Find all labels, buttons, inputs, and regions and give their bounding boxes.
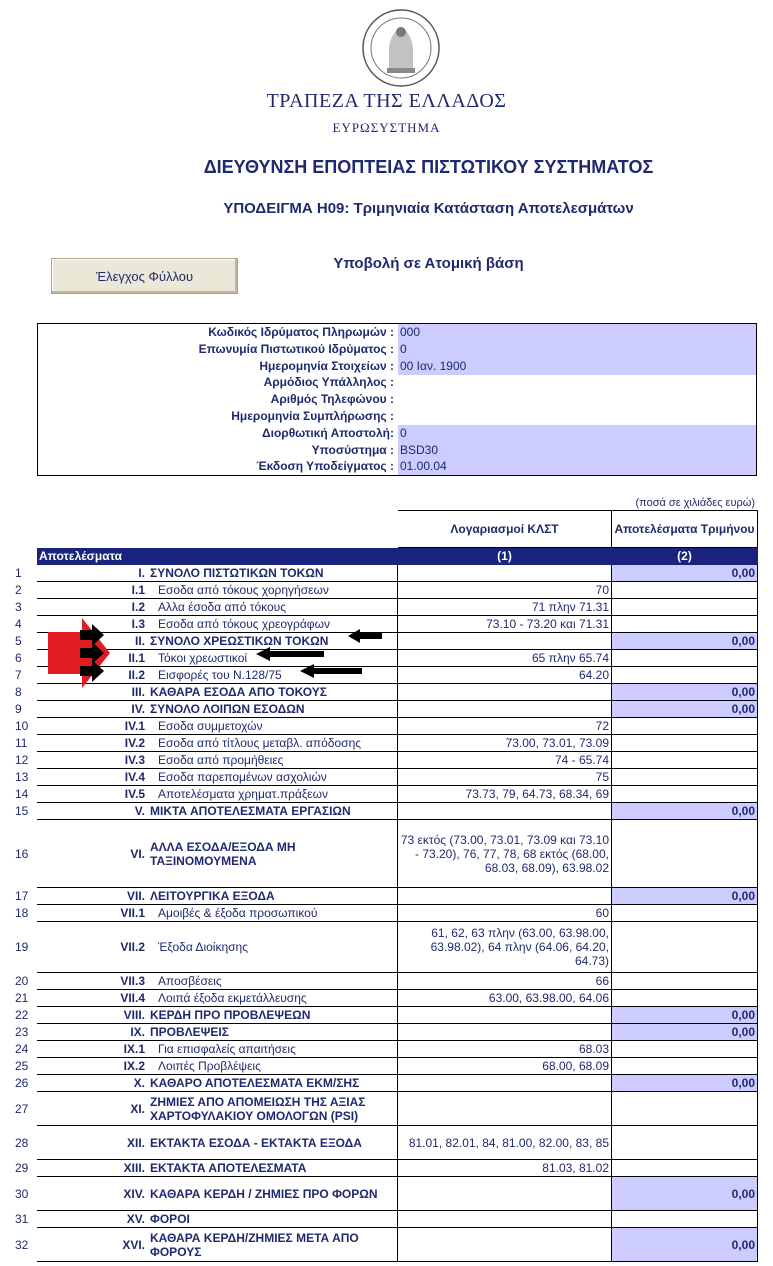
table-row bbox=[11, 565, 758, 582]
row-accounts bbox=[398, 701, 612, 718]
row-code: I.1 bbox=[37, 582, 148, 599]
row-result-cell[interactable] bbox=[612, 990, 758, 1007]
row-result-cell[interactable] bbox=[612, 1126, 758, 1160]
row-description: ΚΑΘΑΡΟ ΑΠΟΤΕΛΕΣΜΑΤΑ ΕΚΜ/ΣΗΣ bbox=[148, 1075, 398, 1092]
directorate-title: ΔΙΕΥΘΥΝΣΗ ΕΠΟΠΤΕΙΑΣ ΠΙΣΤΩΤΙΚΟΥ ΣΥΣΤΗΜΑΤΟΣ bbox=[203, 157, 654, 177]
row-result-cell[interactable] bbox=[612, 786, 758, 803]
row-number: 7 bbox=[15, 668, 22, 682]
band-col2: (2) bbox=[612, 548, 758, 565]
row-accounts: 75 bbox=[398, 769, 612, 786]
table-row bbox=[11, 1228, 758, 1262]
black-left-arrow-icon bbox=[256, 647, 324, 661]
row-number: 9 bbox=[15, 702, 22, 716]
row-result-cell[interactable] bbox=[612, 1058, 758, 1075]
row-code: IV.2 bbox=[37, 735, 148, 752]
row-number: 24 bbox=[15, 1042, 29, 1056]
units-note: (ποσά σε χιλιάδες ευρώ) bbox=[635, 497, 755, 509]
row-code: IV.5 bbox=[37, 786, 148, 803]
row-code: XV. bbox=[37, 1211, 148, 1228]
row-code: VIII. bbox=[37, 1007, 148, 1024]
row-accounts: 73.73, 79, 64.73, 68.34, 69 bbox=[398, 786, 612, 803]
row-description: ΜΙΚΤΑ ΑΠΟΤΕΛΕΣΜΑΤΑ ΕΡΓΑΣΙΩΝ bbox=[148, 803, 398, 820]
row-accounts bbox=[398, 1075, 612, 1092]
info-value-field[interactable] bbox=[398, 408, 756, 425]
black-left-arrow-icon bbox=[300, 664, 362, 678]
info-row bbox=[38, 341, 756, 358]
row-accounts: 73.00, 73.01, 73.09 bbox=[398, 735, 612, 752]
row-result-cell[interactable]: 0,00 bbox=[612, 684, 758, 701]
row-number: 5 bbox=[15, 634, 22, 648]
row-number: 20 bbox=[15, 974, 29, 988]
row-code: II.1 bbox=[37, 650, 148, 667]
row-description: Έξοδα Διοίκησης bbox=[148, 922, 398, 973]
table-row bbox=[11, 667, 758, 684]
row-number: 2 bbox=[15, 583, 22, 597]
table-row bbox=[11, 1007, 758, 1024]
row-accounts bbox=[398, 803, 612, 820]
table-row bbox=[11, 752, 758, 769]
template-title: ΥΠΟΔΕΙΓΜΑ Η09: Τριμηνιαία Κατάσταση Αποτελεσμάτων bbox=[223, 200, 634, 217]
info-label: Επωνυμία Πιστωτικού Ιδρύματος : bbox=[198, 341, 394, 356]
info-label: Κωδικός Ιδρύματος Πληρωμών : bbox=[208, 325, 394, 339]
bank-name: ΤΡΑΠΕΖΑ ΤΗΣ ΕΛΛΑΔΟΣ bbox=[266, 90, 507, 112]
info-value-field[interactable]: 01.00.04 bbox=[398, 458, 756, 475]
row-description: Λοιπές Προβλέψεις bbox=[148, 1058, 398, 1075]
row-number: 8 bbox=[15, 685, 22, 699]
row-code: II. bbox=[37, 633, 148, 650]
row-description: ΚΑΘΑΡΑ ΕΣΟΔΑ ΑΠΟ ΤΟΚΟΥΣ bbox=[148, 684, 398, 701]
row-description: Εσοδα από τόκους χορηγήσεων bbox=[148, 582, 398, 599]
row-code: XVI. bbox=[37, 1228, 148, 1262]
row-accounts bbox=[398, 1211, 612, 1228]
row-code: IV.1 bbox=[37, 718, 148, 735]
row-description: Εσοδα συμμετοχών bbox=[148, 718, 398, 735]
table-row bbox=[11, 1075, 758, 1092]
row-code: IX.2 bbox=[37, 1058, 148, 1075]
row-description: ΚΕΡΔΗ ΠΡΟ ΠΡΟΒΛΕΨΕΩΝ bbox=[148, 1007, 398, 1024]
info-label: Έκδοση Υποδείγματος : bbox=[256, 459, 394, 474]
row-accounts: 66 bbox=[398, 973, 612, 990]
row-accounts: 68.03 bbox=[398, 1041, 612, 1058]
row-result-cell[interactable] bbox=[612, 752, 758, 769]
row-result-cell[interactable] bbox=[612, 667, 758, 684]
info-label: Αριθμός Τηλεφώνου : bbox=[270, 392, 394, 407]
row-description: Αποτελέσματα χρηματ.πράξεων bbox=[148, 786, 398, 803]
row-number: 32 bbox=[15, 1237, 29, 1252]
row-number: 10 bbox=[15, 719, 29, 733]
row-description: ΖΗΜΙΕΣ ΑΠΟ ΑΠΟΜΕΙΩΣΗ ΤΗΣ ΑΞΙΑΣ ΧΑΡΤΟΦΥΛΑΚΙΟΥ ΟΜΟΛΟΓΩΝ (PSI) bbox=[148, 1092, 398, 1126]
row-description: Εσοδα από τίτλους μεταβλ. απόδοσης bbox=[148, 735, 398, 752]
table-row bbox=[11, 922, 758, 973]
row-number: 31 bbox=[15, 1212, 29, 1226]
row-accounts: 64.20 bbox=[398, 667, 612, 684]
row-accounts: 73.10 - 73.20 και 71.31 bbox=[398, 616, 612, 633]
row-result-cell[interactable] bbox=[612, 718, 758, 735]
row-accounts: 65 πλην 65.74 bbox=[398, 650, 612, 667]
table-row bbox=[11, 599, 758, 616]
row-code: I.2 bbox=[37, 599, 148, 616]
bank-seal-logo bbox=[359, 8, 443, 88]
row-number: 27 bbox=[15, 1101, 29, 1116]
row-number: 13 bbox=[15, 770, 29, 784]
table-row bbox=[11, 905, 758, 922]
row-description: Αλλα έσοδα από τόκους bbox=[148, 599, 398, 616]
info-row bbox=[38, 358, 756, 375]
row-description: Αποσβέσεις bbox=[148, 973, 398, 990]
row-number: 15 bbox=[15, 804, 29, 818]
row-result-cell[interactable] bbox=[612, 1211, 758, 1228]
row-result-cell[interactable] bbox=[612, 582, 758, 599]
table-row bbox=[11, 633, 758, 650]
row-result-cell[interactable]: 0,00 bbox=[612, 1007, 758, 1024]
row-result-cell[interactable] bbox=[612, 1092, 758, 1126]
row-accounts: 81.03, 81.02 bbox=[398, 1160, 612, 1177]
table-row bbox=[11, 1211, 758, 1228]
row-description: ΣΥΝΟΛΟ ΛΟΙΠΩΝ ΕΣΟΔΩΝ bbox=[148, 701, 398, 718]
row-accounts bbox=[398, 1007, 612, 1024]
row-code: VII.2 bbox=[37, 922, 148, 973]
row-code: XIII. bbox=[37, 1160, 148, 1177]
row-description: ΚΑΘΑΡΑ ΚΕΡΔΗ / ΖΗΜΙΕΣ ΠΡΟ ΦΟΡΩΝ bbox=[148, 1177, 398, 1211]
table-row bbox=[11, 1160, 758, 1177]
row-accounts bbox=[398, 633, 612, 650]
row-code: V. bbox=[37, 803, 148, 820]
row-code: IV. bbox=[37, 701, 148, 718]
row-code: VII.3 bbox=[37, 973, 148, 990]
row-accounts bbox=[398, 1092, 612, 1126]
row-number: 26 bbox=[15, 1076, 29, 1090]
row-code: XI. bbox=[37, 1092, 148, 1126]
row-description: ΕΚΤΑΚΤΑ ΕΣΟΔΑ - ΕΚΤΑΚΤΑ ΕΞΟΔΑ bbox=[148, 1126, 398, 1160]
row-accounts: 73 εκτός (73.00, 73.01, 73.09 και 73.10 - 73.20), 76, 77, 78, 68 εκτός (68.00, 68.03, 68.09), 63.98.02 bbox=[398, 820, 612, 888]
info-label: Υποσύστημα : bbox=[311, 442, 394, 457]
table-row bbox=[11, 990, 758, 1007]
band-label: Αποτελέσματα bbox=[37, 548, 398, 565]
row-result-cell[interactable] bbox=[612, 922, 758, 973]
row-result-cell[interactable] bbox=[612, 735, 758, 752]
row-result-cell[interactable]: 0,00 bbox=[612, 803, 758, 820]
info-value-field[interactable]: 0 bbox=[398, 341, 756, 358]
row-description: Λοιπά έξοδα εκμετάλλευσης bbox=[148, 990, 398, 1007]
info-label: Αρμόδιος Υπάλληλος : bbox=[263, 375, 394, 390]
row-accounts bbox=[398, 684, 612, 701]
row-code: VI. bbox=[37, 820, 148, 888]
table-row bbox=[11, 1177, 758, 1211]
row-result-cell[interactable]: 0,00 bbox=[612, 1228, 758, 1262]
row-code: IV.3 bbox=[37, 752, 148, 769]
row-code: IX. bbox=[37, 1024, 148, 1041]
row-description: ΠΡΟΒΛΕΨΕΙΣ bbox=[148, 1024, 398, 1041]
row-number: 30 bbox=[15, 1186, 29, 1201]
table-row bbox=[11, 803, 758, 820]
row-result-cell[interactable] bbox=[612, 1160, 758, 1177]
row-result-cell[interactable]: 0,00 bbox=[612, 1177, 758, 1211]
row-code: XIV. bbox=[37, 1177, 148, 1211]
row-accounts: 74 - 65.74 bbox=[398, 752, 612, 769]
header-accounts: Λογαριασμοί ΚΛΣΤ bbox=[398, 511, 612, 548]
row-description: ΛΕΙΤΟΥΡΓΙΚΑ ΕΞΟΔΑ bbox=[148, 888, 398, 905]
row-code: X. bbox=[37, 1075, 148, 1092]
row-number: 3 bbox=[15, 600, 22, 614]
table-row bbox=[11, 1126, 758, 1160]
table-row bbox=[11, 1024, 758, 1041]
row-code: I.3 bbox=[37, 616, 148, 633]
info-label: Ημερομηνία Συμπλήρωσης : bbox=[231, 409, 394, 423]
table-row bbox=[11, 684, 758, 701]
row-code: XII. bbox=[37, 1126, 148, 1160]
info-value-field[interactable]: BSD30 bbox=[398, 442, 756, 459]
row-accounts: 63.00, 63.98.00, 64.06 bbox=[398, 990, 612, 1007]
info-row bbox=[38, 408, 756, 425]
row-description: Για επισφαλείς απαιτήσεις bbox=[148, 1041, 398, 1058]
eurosystem-label: ΕΥΡΩΣΥΣΤΗΜΑ bbox=[332, 120, 441, 135]
institution-info-box bbox=[37, 323, 757, 476]
info-label: Διορθωτική Αποστολή: bbox=[261, 425, 394, 440]
table-row bbox=[11, 769, 758, 786]
row-code: II.2 bbox=[37, 667, 148, 684]
table-band-row bbox=[11, 548, 758, 565]
row-code: VII. bbox=[37, 888, 148, 905]
table-row bbox=[11, 888, 758, 905]
row-number: 29 bbox=[15, 1161, 29, 1175]
row-code: IV.4 bbox=[37, 769, 148, 786]
row-accounts bbox=[398, 888, 612, 905]
row-result-cell[interactable] bbox=[612, 973, 758, 990]
table-row bbox=[11, 973, 758, 990]
table-row bbox=[11, 1041, 758, 1058]
row-number: 4 bbox=[15, 617, 22, 631]
row-number: 6 bbox=[15, 651, 22, 665]
row-accounts: 72 bbox=[398, 718, 612, 735]
row-number: 1 bbox=[15, 566, 22, 580]
black-left-arrow-icon bbox=[348, 629, 382, 643]
row-accounts: 70 bbox=[398, 582, 612, 599]
info-row bbox=[38, 391, 756, 408]
row-result-cell[interactable]: 0,00 bbox=[612, 888, 758, 905]
row-description: ΚΑΘΑΡΑ ΚΕΡΔΗ/ΖΗΜΙΕΣ ΜΕΤΑ ΑΠΟ ΦΟΡΟΥΣ bbox=[148, 1228, 398, 1262]
row-result-cell[interactable] bbox=[612, 616, 758, 633]
row-accounts: 60 bbox=[398, 905, 612, 922]
row-result-cell[interactable]: 0,00 bbox=[612, 1024, 758, 1041]
info-row bbox=[38, 324, 756, 341]
info-value-field[interactable]: 00 Ιαν. 1900 bbox=[398, 358, 756, 375]
row-number: 21 bbox=[15, 991, 29, 1005]
row-result-cell[interactable] bbox=[612, 905, 758, 922]
table-header-row bbox=[11, 511, 758, 548]
row-description: Εσοδα από τόκους χρεογράφων bbox=[148, 616, 398, 633]
row-description: ΕΚΤΑΚΤΑ ΑΠΟΤΕΛΕΣΜΑΤΑ bbox=[148, 1160, 398, 1177]
row-description: Αμοιβές & έξοδα προσωπικού bbox=[148, 905, 398, 922]
row-accounts bbox=[398, 565, 612, 582]
row-number: 14 bbox=[15, 787, 29, 801]
row-result-cell[interactable] bbox=[612, 650, 758, 667]
row-result-cell[interactable] bbox=[612, 769, 758, 786]
row-number: 23 bbox=[15, 1025, 29, 1039]
row-result-cell[interactable] bbox=[612, 820, 758, 888]
row-code: VII.1 bbox=[37, 905, 148, 922]
info-value-field[interactable]: 000 bbox=[398, 324, 756, 341]
row-number: 11 bbox=[15, 736, 28, 750]
row-result-cell[interactable]: 0,00 bbox=[612, 701, 758, 718]
row-description: ΣΥΝΟΛΟ ΧΡΕΩΣΤΙΚΩΝ ΤΟΚΩΝ bbox=[148, 633, 398, 650]
row-accounts bbox=[398, 1177, 612, 1211]
row-code: III. bbox=[37, 684, 148, 701]
row-accounts: 61, 62, 63 πλην (63.00, 63.98.00, 63.98.02), 64 πλην (64.06, 64.20, 64.73) bbox=[398, 922, 612, 973]
row-number: 18 bbox=[15, 906, 29, 920]
row-accounts: 81.01, 82.01, 84, 81.00, 82.00, 83, 85 bbox=[398, 1126, 612, 1160]
info-row bbox=[38, 458, 756, 475]
row-description: ΦΟΡΟΙ bbox=[148, 1211, 398, 1228]
red-arrow-icon bbox=[48, 618, 110, 688]
row-result-cell[interactable] bbox=[612, 599, 758, 616]
row-number: 28 bbox=[15, 1135, 29, 1150]
info-label: Ημερομηνία Στοιχείων : bbox=[259, 358, 394, 373]
info-row bbox=[38, 374, 756, 391]
table-row bbox=[11, 616, 758, 633]
table-row bbox=[11, 650, 758, 667]
info-value-field[interactable] bbox=[398, 391, 756, 408]
row-description: ΣΥΝΟΛΟ ΠΙΣΤΩΤΙΚΩΝ ΤΟΚΩΝ bbox=[148, 565, 398, 582]
info-value-field[interactable] bbox=[398, 374, 756, 391]
row-accounts: 71 πλην 71.31 bbox=[398, 599, 612, 616]
row-number: 22 bbox=[15, 1008, 29, 1022]
row-number: 16 bbox=[15, 846, 29, 861]
table-row bbox=[11, 582, 758, 599]
results-table bbox=[10, 510, 758, 1262]
table-row bbox=[11, 701, 758, 718]
submission-basis: Υποβολή σε Ατομική βάση bbox=[333, 255, 524, 272]
row-description: Εισφορές του Ν.128/75 bbox=[148, 667, 398, 684]
check-sheet-button[interactable]: Έλεγχος Φύλλου bbox=[51, 258, 238, 294]
row-code: IX.1 bbox=[37, 1041, 148, 1058]
row-code: I. bbox=[37, 565, 148, 582]
table-row bbox=[11, 820, 758, 888]
table-row bbox=[11, 735, 758, 752]
table-row bbox=[11, 1092, 758, 1126]
row-description: Τόκοι χρεωστικοί bbox=[148, 650, 398, 667]
row-accounts bbox=[398, 1228, 612, 1262]
row-number: 25 bbox=[15, 1059, 29, 1073]
row-accounts: 68.00, 68.09 bbox=[398, 1058, 612, 1075]
row-number: 17 bbox=[15, 889, 29, 903]
table-row bbox=[11, 718, 758, 735]
table-row bbox=[11, 1058, 758, 1075]
row-result-cell[interactable]: 0,00 bbox=[612, 633, 758, 650]
row-number: 12 bbox=[15, 753, 29, 767]
row-description: Εσοδα από προμήθειες bbox=[148, 752, 398, 769]
row-number: 19 bbox=[15, 940, 29, 954]
info-value-field[interactable]: 0 bbox=[398, 425, 756, 442]
row-description: ΑΛΛΑ ΕΣΟΔΑ/ΕΞΟΔΑ ΜΗ ΤΑΞΙΝΟΜΟΥΜΕΝΑ bbox=[148, 820, 398, 888]
header-results: Αποτελέσματα Τριμήνου bbox=[612, 511, 758, 548]
row-result-cell[interactable]: 0,00 bbox=[612, 565, 758, 582]
row-accounts bbox=[398, 1024, 612, 1041]
row-code: VII.4 bbox=[37, 990, 148, 1007]
row-description: Εσοδα παρεπομένων ασχολιών bbox=[148, 769, 398, 786]
row-result-cell[interactable] bbox=[612, 1041, 758, 1058]
info-row bbox=[38, 425, 756, 442]
info-row bbox=[38, 442, 756, 459]
table-row bbox=[11, 786, 758, 803]
band-col1: (1) bbox=[398, 548, 612, 565]
row-result-cell[interactable]: 0,00 bbox=[612, 1075, 758, 1092]
